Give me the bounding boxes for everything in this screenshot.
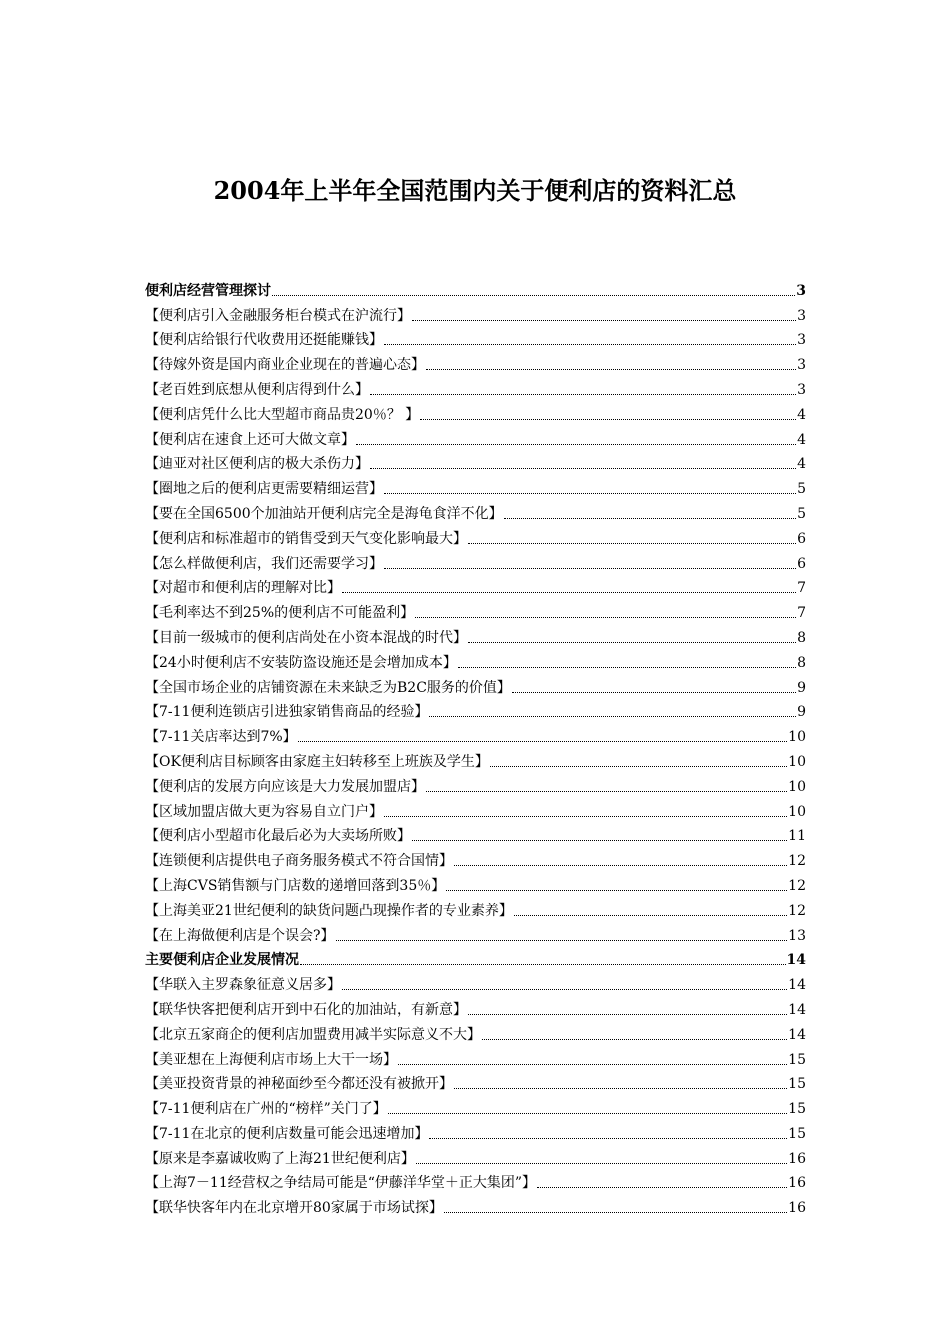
toc-page-number: 5 bbox=[797, 481, 806, 498]
toc-entry-title: 【联华快客年内在北京增开80家属于市场试探】 bbox=[145, 1200, 443, 1217]
toc-entry-title: 【联华快客把便利店开到中石化的加油站，有新意】 bbox=[145, 1001, 467, 1018]
toc-dot-leader bbox=[468, 543, 796, 544]
toc-page-number: 3 bbox=[797, 307, 806, 324]
toc-entry-title: 【7-11便利连锁店引进独家销售商品的经验】 bbox=[145, 704, 429, 721]
toc-entry-title: 【上海CVS销售额与门店数的递增回落到35％】 bbox=[145, 877, 446, 894]
toc-entry[interactable] bbox=[145, 722, 806, 747]
toc-page-number: 6 bbox=[797, 530, 806, 547]
toc-dot-leader bbox=[384, 568, 796, 569]
toc-dot-leader bbox=[398, 1064, 787, 1065]
toc-dot-leader bbox=[429, 1138, 787, 1139]
toc-entry[interactable] bbox=[145, 1193, 806, 1218]
toc-page-number: 10 bbox=[788, 753, 806, 770]
toc-dot-leader bbox=[370, 394, 796, 395]
toc-entry[interactable] bbox=[145, 747, 806, 772]
toc-dot-leader bbox=[384, 493, 796, 494]
toc-page-number: 16 bbox=[788, 1175, 806, 1192]
toc-dot-leader bbox=[384, 344, 796, 345]
toc-dot-leader bbox=[356, 444, 796, 445]
toc-entry[interactable] bbox=[145, 574, 806, 599]
toc-entry[interactable] bbox=[145, 896, 806, 921]
toc-section-entry[interactable] bbox=[145, 946, 806, 971]
toc-page-number: 10 bbox=[788, 803, 806, 820]
toc-entry-title: 【24小时便利店不安装防盗设施还是会增加成本】 bbox=[145, 654, 457, 671]
toc-entry-title: 【7-11便利店在广州的“榜样”关门了】 bbox=[145, 1101, 387, 1118]
toc-entry[interactable] bbox=[145, 350, 806, 375]
toc-entry[interactable] bbox=[145, 1045, 806, 1070]
toc-entry-title: 【便利店的发展方向应该是大力发展加盟店】 bbox=[145, 778, 425, 795]
toc-entry-title: 【圈地之后的便利店更需要精细运营】 bbox=[145, 481, 383, 498]
toc-dot-leader bbox=[426, 369, 796, 370]
toc-entry-title: 【便利店引入金融服务柜台模式在沪流行】 bbox=[145, 307, 411, 324]
toc-entry-title: 【目前一级城市的便利店尚处在小资本混战的时代】 bbox=[145, 629, 467, 646]
toc-page-number: 4 bbox=[797, 431, 806, 448]
toc-dot-leader bbox=[342, 592, 796, 593]
toc-page-number: 14 bbox=[786, 952, 806, 969]
toc-page-number: 15 bbox=[788, 1125, 806, 1142]
toc-entry[interactable] bbox=[145, 921, 806, 946]
toc-page-number: 4 bbox=[797, 456, 806, 473]
toc-entry-title: 【迪亚对社区便利店的极大杀伤力】 bbox=[145, 456, 369, 473]
toc-entry[interactable] bbox=[145, 400, 806, 425]
toc-dot-leader bbox=[454, 865, 787, 866]
toc-dot-leader bbox=[415, 617, 796, 618]
toc-page-number: 9 bbox=[797, 704, 806, 721]
toc-page-number: 16 bbox=[788, 1200, 806, 1217]
toc-entry-title: 【区域加盟店做大更为容易自立门户】 bbox=[145, 803, 383, 820]
toc-entry[interactable] bbox=[145, 970, 806, 995]
toc-dot-leader bbox=[342, 989, 787, 990]
toc-page-number: 5 bbox=[797, 505, 806, 522]
toc-entry[interactable] bbox=[145, 474, 806, 499]
toc-page-number: 14 bbox=[788, 977, 806, 994]
toc-dot-leader bbox=[514, 915, 787, 916]
toc-dot-leader bbox=[388, 1113, 787, 1114]
toc-dot-leader bbox=[426, 791, 787, 792]
toc-entry-title: 【上海7－11经营权之争结局可能是“伊藤洋华堂＋正大集团”】 bbox=[145, 1175, 537, 1192]
toc-dot-leader bbox=[420, 419, 796, 420]
toc-dot-leader bbox=[416, 1163, 787, 1164]
toc-entry-title: 【美亚想在上海便利店市场上大干一场】 bbox=[145, 1051, 397, 1068]
toc-entry[interactable] bbox=[145, 375, 806, 400]
toc-entry-title: 【上海美亚21世纪便利的缺货问题凸现操作者的专业素养】 bbox=[145, 902, 513, 919]
toc-entry[interactable] bbox=[145, 326, 806, 351]
toc-page-number: 12 bbox=[788, 877, 806, 894]
toc-entry[interactable] bbox=[145, 995, 806, 1020]
toc-entry-title: 【OK便利店目标顾客由家庭主妇转移至上班族及学生】 bbox=[145, 753, 489, 770]
toc-entry-title: 【连锁便利店提供电子商务服务模式不符合国情】 bbox=[145, 853, 453, 870]
toc-entry[interactable] bbox=[145, 1169, 806, 1194]
toc-page-number: 12 bbox=[788, 902, 806, 919]
toc-dot-leader bbox=[512, 692, 796, 693]
toc-dot-leader bbox=[384, 816, 787, 817]
toc-page-number: 15 bbox=[788, 1101, 806, 1118]
toc-entry[interactable] bbox=[145, 450, 806, 475]
toc-entry[interactable] bbox=[145, 524, 806, 549]
toc-dot-leader bbox=[370, 468, 796, 469]
toc-dot-leader bbox=[300, 964, 786, 965]
toc-page-number: 8 bbox=[797, 654, 806, 671]
toc-entry-title: 便利店经营管理探讨 bbox=[145, 282, 271, 299]
table-of-contents bbox=[145, 276, 806, 1218]
toc-entry-title: 【7-11关店率达到7%】 bbox=[145, 729, 297, 746]
toc-entry-title: 【便利店和标准超市的销售受到天气变化影响最大】 bbox=[145, 530, 467, 547]
toc-page-number: 10 bbox=[788, 778, 806, 795]
toc-entry-title: 【便利店给银行代收费用还挺能赚钱】 bbox=[145, 332, 383, 349]
toc-dot-leader bbox=[444, 1212, 787, 1213]
toc-entry-title: 【便利店在速食上还可大做文章】 bbox=[145, 431, 355, 448]
toc-page-number: 16 bbox=[788, 1150, 806, 1167]
toc-dot-leader bbox=[454, 1088, 787, 1089]
toc-dot-leader bbox=[412, 320, 796, 321]
toc-dot-leader bbox=[336, 940, 788, 941]
toc-entry[interactable] bbox=[145, 1020, 806, 1045]
toc-page-number: 10 bbox=[788, 729, 806, 746]
toc-entry-title: 【北京五家商企的便利店加盟费用减半实际意义不大】 bbox=[145, 1026, 481, 1043]
toc-entry-title: 【原来是李嘉诚收购了上海21世纪便利店】 bbox=[145, 1150, 415, 1167]
toc-page-number: 11 bbox=[788, 828, 806, 845]
toc-entry-title: 【老百姓到底想从便利店得到什么】 bbox=[145, 381, 369, 398]
toc-page-number: 13 bbox=[788, 927, 806, 944]
toc-entry[interactable] bbox=[145, 1119, 806, 1144]
toc-dot-leader bbox=[429, 716, 796, 717]
toc-page-number: 7 bbox=[797, 605, 806, 622]
toc-entry-title: 【怎么样做便利店，我们还需要学习】 bbox=[145, 555, 383, 572]
toc-page-number: 4 bbox=[797, 406, 806, 423]
toc-page-number: 3 bbox=[796, 282, 806, 299]
toc-entry[interactable] bbox=[145, 648, 806, 673]
toc-entry[interactable] bbox=[145, 623, 806, 648]
toc-dot-leader bbox=[412, 840, 787, 841]
toc-entry[interactable] bbox=[145, 549, 806, 574]
toc-entry-title: 【美亚投资背景的神秘面纱至今都还没有被掀开】 bbox=[145, 1076, 453, 1093]
toc-entry[interactable] bbox=[145, 301, 806, 326]
toc-entry-title: 【便利店凭什么比大型超市商品贵20％？ 】 bbox=[145, 406, 420, 423]
toc-page-number: 7 bbox=[797, 580, 806, 597]
toc-entry-title: 【在上海做便利店是个误会?】 bbox=[145, 927, 335, 944]
toc-entry-title: 【华联入主罗森象征意义居多】 bbox=[145, 977, 341, 994]
toc-entry[interactable] bbox=[145, 822, 806, 847]
toc-entry-title: 【全国市场企业的店铺资源在未来缺乏为B2C服务的价值】 bbox=[145, 679, 511, 696]
toc-entry[interactable] bbox=[145, 499, 806, 524]
toc-dot-leader bbox=[504, 518, 796, 519]
toc-section-entry[interactable] bbox=[145, 276, 806, 301]
toc-dot-leader bbox=[537, 1187, 787, 1188]
toc-dot-leader bbox=[482, 1039, 787, 1040]
toc-entry-title: 【毛利率达不到25%的便利店不可能盈利】 bbox=[145, 605, 415, 622]
toc-entry-title: 【7-11在北京的便利店数量可能会迅速增加】 bbox=[145, 1125, 429, 1142]
toc-entry-title: 【对超市和便利店的理解对比】 bbox=[145, 580, 341, 597]
toc-dot-leader bbox=[468, 1014, 787, 1015]
document-title: 2004年上半年全国范围内关于便利店的资料汇总 bbox=[213, 176, 737, 206]
toc-entry[interactable] bbox=[145, 846, 806, 871]
toc-dot-leader bbox=[490, 766, 787, 767]
toc-entry[interactable] bbox=[145, 425, 806, 450]
toc-page-number: 14 bbox=[788, 1001, 806, 1018]
toc-page-number: 3 bbox=[797, 357, 806, 374]
toc-entry[interactable] bbox=[145, 598, 806, 623]
toc-entry[interactable] bbox=[145, 698, 806, 723]
toc-dot-leader bbox=[446, 890, 787, 891]
toc-entry[interactable] bbox=[145, 1094, 806, 1119]
toc-entry-title: 主要便利店企业发展情况 bbox=[145, 952, 299, 969]
toc-dot-leader bbox=[272, 295, 795, 296]
toc-page-number: 12 bbox=[788, 853, 806, 870]
toc-page-number: 14 bbox=[788, 1026, 806, 1043]
toc-entry[interactable] bbox=[145, 673, 806, 698]
toc-entry-title: 【要在全国6500个加油站开便利店完全是海龟食洋不化】 bbox=[145, 505, 503, 522]
toc-dot-leader bbox=[468, 642, 796, 643]
toc-page-number: 3 bbox=[797, 381, 806, 398]
toc-page-number: 9 bbox=[797, 679, 806, 696]
toc-entry-title: 【便利店小型超市化最后必为大卖场所败】 bbox=[145, 828, 411, 845]
toc-page-number: 15 bbox=[788, 1076, 806, 1093]
toc-entry[interactable] bbox=[145, 1070, 806, 1095]
toc-entry[interactable] bbox=[145, 772, 806, 797]
toc-entry[interactable] bbox=[145, 797, 806, 822]
toc-entry[interactable] bbox=[145, 871, 806, 896]
toc-page-number: 3 bbox=[797, 332, 806, 349]
toc-page-number: 6 bbox=[797, 555, 806, 572]
toc-entry-title: 【待嫁外资是国内商业企业现在的普遍心态】 bbox=[145, 357, 425, 374]
toc-dot-leader bbox=[298, 741, 788, 742]
toc-page-number: 8 bbox=[797, 629, 806, 646]
toc-page-number: 15 bbox=[788, 1051, 806, 1068]
toc-entry[interactable] bbox=[145, 1144, 806, 1169]
toc-dot-leader bbox=[458, 667, 796, 668]
